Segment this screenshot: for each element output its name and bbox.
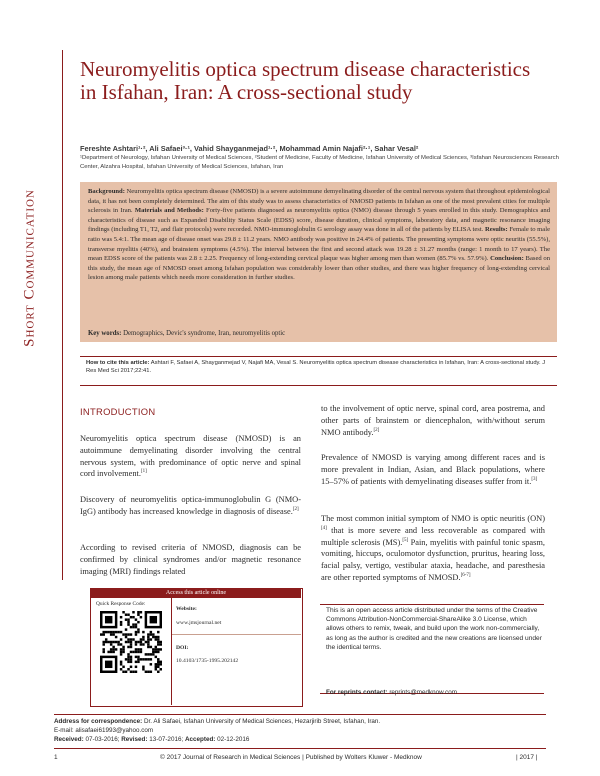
access-rule (172, 634, 301, 635)
reference-mark: [2] (373, 427, 380, 433)
paragraph-text: According to revised criteria of NMOSD, diagnosis can be confirmed by clinical syndromes and/or magnetic resonance imaging (MRI) findings related (80, 543, 301, 576)
article-dates (54, 736, 249, 743)
keywords-text: Demographics, Devic's syndrome, Iran, neuromyelitis optic (123, 330, 286, 337)
qr-code-icon[interactable] (100, 611, 162, 673)
citation-label: How to cite this article: (86, 360, 150, 366)
page-number: 1 (54, 754, 58, 761)
reprints-email[interactable]: reprints@medknow.com (389, 689, 457, 696)
abstract-methods-label: Materials and Methods: (134, 207, 204, 215)
affiliations: ¹Department of Neurology, Isfahan University of Medical Sciences, ²Student of Medicine, Faculty of Medicine, Isfahan University of Medical Sciences, ³Isfahan Neurosciences Research Center, Alzahra Hospital, Isfahan University of Medical Sciences, Isfahan, Iran (80, 155, 559, 170)
correspondence-address (54, 718, 546, 725)
intro-paragraph-5 (321, 452, 545, 487)
side-rule (62, 50, 63, 580)
paragraph-text: Neuromyelitis optica spectrum disease (NMOSD) is an autoimmune demyelinating disorder involving the central nervous system, with predominance of optic nerve and spinal cord involvement. (80, 434, 301, 479)
doi-label: DOI: (176, 645, 189, 651)
reference-mark: [5] (402, 537, 409, 543)
access-divider (171, 598, 172, 705)
received-date: 07-03-2016; (85, 736, 120, 743)
website-label: Website: (176, 606, 197, 612)
received-label: Received: (54, 736, 84, 743)
doi-link[interactable]: 10.4103/1735-1995.202142 (176, 658, 239, 664)
paragraph-text: The most common initial symptom of NMO is optic neuritis (ON) (321, 514, 545, 523)
reference-mark: [1] (140, 469, 147, 475)
intro-paragraph-4 (321, 403, 545, 438)
intro-paragraph-3 (80, 542, 301, 577)
revised-date: 13-07-2016; (149, 736, 184, 743)
correspondence-text: Dr. Ali Safaei, Isfahan University of Medical Sciences, Hezarjirib Street, Isfahan, Iran. (143, 718, 381, 725)
qr-label: Quick Response Code: (96, 601, 146, 607)
paragraph-text: to the involvement of optic nerve, spinal cord, area postrema, and other parts of brainstem or diencephalon, with/without serum NMO antibody. (321, 404, 545, 437)
open-access-text: This is an open access article distributed under the terms of the Creative Commons Attribution-NonCommercial-ShareAlike 3.0 License, which allows others to remix, tweak, and build upon the work non-commercially, as long as the author is credited and the new creations are licensed under the identical terms. (326, 607, 542, 651)
correspondence-label: Address for correspondence: (54, 718, 143, 725)
keywords (88, 330, 548, 337)
intro-paragraph-2 (80, 494, 301, 518)
abstract-methods: Forty-five patients diagnosed as neuromyelitis optica (NMO) disease through 5 years enrolled in this study. Demographics and characteristics of disease such as Expanded Disability Status Scale (EDSS) score, disease duration, clinical symptoms, laboratory data, and magnetic resonance imaging findings (including T1, T2, and flair protocols) were recorded. NMO-immunoglobulin G serology assay was done in all of the patients by ELISA test. (88, 207, 551, 234)
footer-rule (54, 748, 546, 749)
abstract-conclusion-label: Conclusion: (490, 255, 524, 263)
paragraph-text: Discovery of neuromyelitis optica-immunoglobulin G (NMO-IgG) antibody has increased knowledge in diagnosis of disease. (80, 495, 301, 516)
abstract-background-label: Background: (88, 188, 125, 195)
abstract-background: Neuromyelitis optica spectrum disease (NMOSD) is a severe autoimmune demyelinating disorder of the central nervous system that throughout epidemiological data, it has not been completely determined. The aim of this study was to assess characteristics of NMOSD patients in Isfahan as one of the most prevalent cities for multiple sclerosis in Iran. (88, 188, 550, 215)
intro-paragraph-6 (321, 513, 545, 584)
reference-mark: [4] (321, 526, 327, 531)
reference-mark: [6-7] (460, 573, 471, 579)
reprints-label: For reprints contact: (326, 689, 388, 696)
footer-copyright: © 2017 Journal of Research in Medical Sciences | Published by Wolters Kluwer - Medknow (160, 754, 422, 761)
article-title: Neuromyelitis optica spectrum disease characteristics in Isfahan, Iran: A cross-sectional study (80, 57, 531, 104)
citation-text: Ashtari F, Safaei A, Shayganmejad V, Najafi MA, Vesal S. Neuromyelitis optica spectrum disease characteristics in Isfahan, Iran: A cross-sectional study. J Res Med Sci 2017;22:41. (86, 360, 546, 375)
correspondence-email[interactable]: E-mail: alisafaei61993@yahoo.com (54, 727, 154, 734)
accepted-label: Accepted: (184, 736, 216, 743)
paragraph-text: Pain, myelitis with painful tonic spasm, vomiting, hiccups, oculomotor dysfunction, pruritus, hearing loss, facial palsy, vertigo, vestibular ataxia, headache, and paresthesia are other reported symptoms of NMOSD. (321, 537, 545, 582)
abstract-results-label: Results: (484, 226, 508, 234)
paragraph-text: Prevalence of NMOSD is varying among different races and is more prevalent in Indian, Asian, and Black populations, where 15–57% of patients with demyelinating diseases suffer from it. (321, 453, 545, 486)
reprints-line (326, 689, 457, 696)
abstract-conclusion: Based on this study, the mean age of NMOSD onset among Isfahan population was considerably lower than other studies, and there was higher frequency of long-extending cervical lesion among male patients which needs more consideration in further studies. (88, 255, 551, 282)
website-link[interactable]: www.jmsjournal.net (176, 620, 222, 626)
section-heading-introduction: INTRODUCTION (80, 406, 156, 417)
paragraph-text: that is more severe and less recoverable as compared with multiple sclerosis (MS). (321, 525, 545, 547)
revised-label: Revised: (121, 736, 148, 743)
keywords-label: Key words: (88, 330, 122, 337)
access-header: Access this article online (91, 589, 301, 598)
citation (86, 359, 554, 376)
article-type-text: Short Communication (21, 189, 38, 347)
reference-mark: [2] (292, 507, 299, 512)
correspondence-rule (54, 714, 546, 715)
abstract-results: Female to male ratio was 5.4:1. The mean age of disease onset was 29.8 ± 11.2 years. NMO antibody was positive in 24.4% of patients. The presenting symptoms were optic neuritis (55.5%), transverse myelitis (40%), and brainstem symptoms (4.5%). The interval between the first and second attack was 19.28 ± 31.27 months (range: 1 month to 17 years). The mean EDSS score of the patients was 2.8 ± 2.25. Frequency of long-extending cervical plaque was higher among men than women (85.7% vs. 57.9%). (88, 226, 550, 263)
intro-paragraph-1 (80, 433, 301, 480)
reference-mark: [3] (531, 476, 538, 482)
accepted-date: 02-12-2016 (217, 736, 250, 743)
qr-code-graphic (100, 611, 162, 673)
abstract (88, 187, 550, 283)
author-list: Fereshte Ashtari¹·², Ali Safaei³·¹, Vahid Shayganmejad¹·², Mohammad Amin Najafi²·¹, Sahar Vesal² (80, 144, 419, 153)
footer-year: | 2017 | (516, 754, 538, 761)
